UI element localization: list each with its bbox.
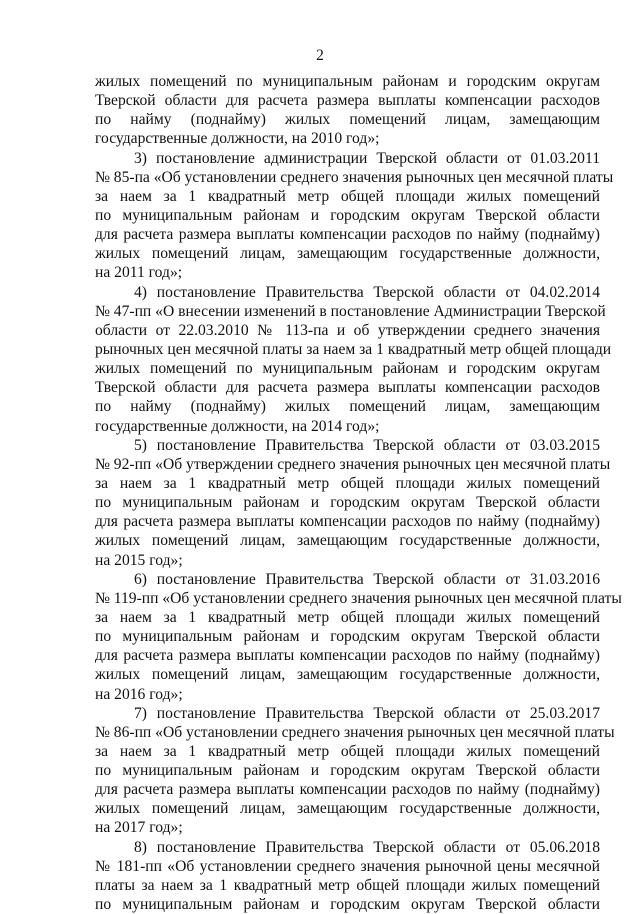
text-line: № 119-пп «Об установлении среднего значения рыночных цен месячной платы bbox=[95, 589, 622, 607]
paragraph-first-line: 8) постановление Правительства Тверской области от 05.06.2018 bbox=[134, 838, 600, 856]
paragraph-first-line: 7) постановление Правительства Тверской области от 25.03.2017 bbox=[134, 704, 600, 722]
text-line: жилых помещений лицам, замещающим государственные должности, bbox=[95, 800, 600, 818]
paragraph-first-line: 4) постановление Правительства Тверской области от 04.02.2014 bbox=[134, 283, 600, 301]
text-line: на 2011 год»; bbox=[95, 264, 183, 282]
text-line: по муниципальным районам и городским округам Тверской области bbox=[95, 206, 600, 224]
paragraph-first-line: 3) постановление администрации Тверской области от 01.03.2011 bbox=[134, 149, 600, 167]
text-line: жилых помещений по муниципальным районам и городским округам bbox=[95, 360, 600, 378]
text-line: по муниципальным районам и городским округам Тверской области bbox=[95, 628, 600, 646]
text-line: платы за наем за 1 квадратный метр общей площади жилых помещений bbox=[95, 876, 600, 894]
text-line: государственные должности, на 2010 год»; bbox=[95, 130, 380, 148]
text-line: Тверской области для расчета размера выплаты компенсации расходов bbox=[95, 379, 600, 397]
page-number: 2 bbox=[316, 47, 324, 64]
text-line: на 2016 год»; bbox=[95, 685, 183, 703]
text-line: по муниципальным районам и городским округам Тверской области bbox=[95, 896, 600, 914]
text-line: за наем за 1 квадратный метр общей площади жилых помещений bbox=[95, 187, 600, 205]
text-line: жилых помещений лицам, замещающим государственные должности, bbox=[95, 245, 600, 263]
text-line: области от 22.03.2010 № 113-па и об утверждении среднего значения bbox=[95, 321, 600, 339]
text-line: жилых помещений лицам, замещающим государственные должности, bbox=[95, 666, 600, 684]
text-line: для расчета размера выплаты компенсации расходов по найму (поднайму) bbox=[95, 781, 600, 799]
text-line: № 92-пп «Об утверждении среднего значения рыночных цен месячной платы bbox=[95, 455, 611, 473]
text-line: № 86-пп «Об установлении среднего значения рыночных цен месячной платы bbox=[95, 723, 615, 741]
text-line: на 2017 год»; bbox=[95, 819, 183, 837]
text-line: № 181-пп «Об установлении среднего значения рыночной цены месячной bbox=[95, 857, 600, 875]
text-line: № 85-па «Об установлении среднего значения рыночных цен месячной платы bbox=[95, 168, 614, 186]
text-line: за наем за 1 квадратный метр общей площади жилых помещений bbox=[95, 474, 600, 492]
text-line: для расчета размера выплаты компенсации расходов по найму (поднайму) bbox=[95, 513, 600, 531]
text-line: по муниципальным районам и городским округам Тверской области bbox=[95, 762, 600, 780]
text-line: Тверской области для расчета размера выплаты компенсации расходов bbox=[95, 92, 600, 110]
document-body bbox=[95, 72, 622, 914]
text-line: для расчета размера выплаты компенсации расходов по найму (поднайму) bbox=[95, 226, 600, 244]
text-line: рыночных цен месячной платы за наем за 1 квадратный метр общей площади bbox=[95, 340, 612, 358]
text-line: государственные должности, на 2014 год»; bbox=[95, 417, 380, 435]
text-line: жилых помещений лицам, замещающим государственные должности, bbox=[95, 532, 600, 550]
text-line: по найму (поднайму) жилых помещений лицам, замещающим bbox=[95, 111, 600, 129]
text-line: на 2015 год»; bbox=[95, 551, 183, 569]
text-line: по муниципальным районам и городским округам Тверской области bbox=[95, 494, 600, 512]
paragraph-first-line: 5) постановление Правительства Тверской области от 03.03.2015 bbox=[134, 436, 600, 454]
text-line: за наем за 1 квадратный метр общей площади жилых помещений bbox=[95, 742, 600, 760]
text-line: за наем за 1 квадратный метр общей площади жилых помещений bbox=[95, 608, 600, 626]
text-line: жилых помещений по муниципальным районам и городским округам bbox=[95, 73, 600, 90]
text-line: по найму (поднайму) жилых помещений лицам, замещающим bbox=[95, 398, 600, 416]
text-line: № 47-пп «О внесении изменений в постановление Администрации Тверской bbox=[95, 302, 606, 320]
paragraph-first-line: 6) постановление Правительства Тверской области от 31.03.2016 bbox=[134, 570, 600, 588]
text-line: для расчета размера выплаты компенсации расходов по найму (поднайму) bbox=[95, 647, 600, 665]
